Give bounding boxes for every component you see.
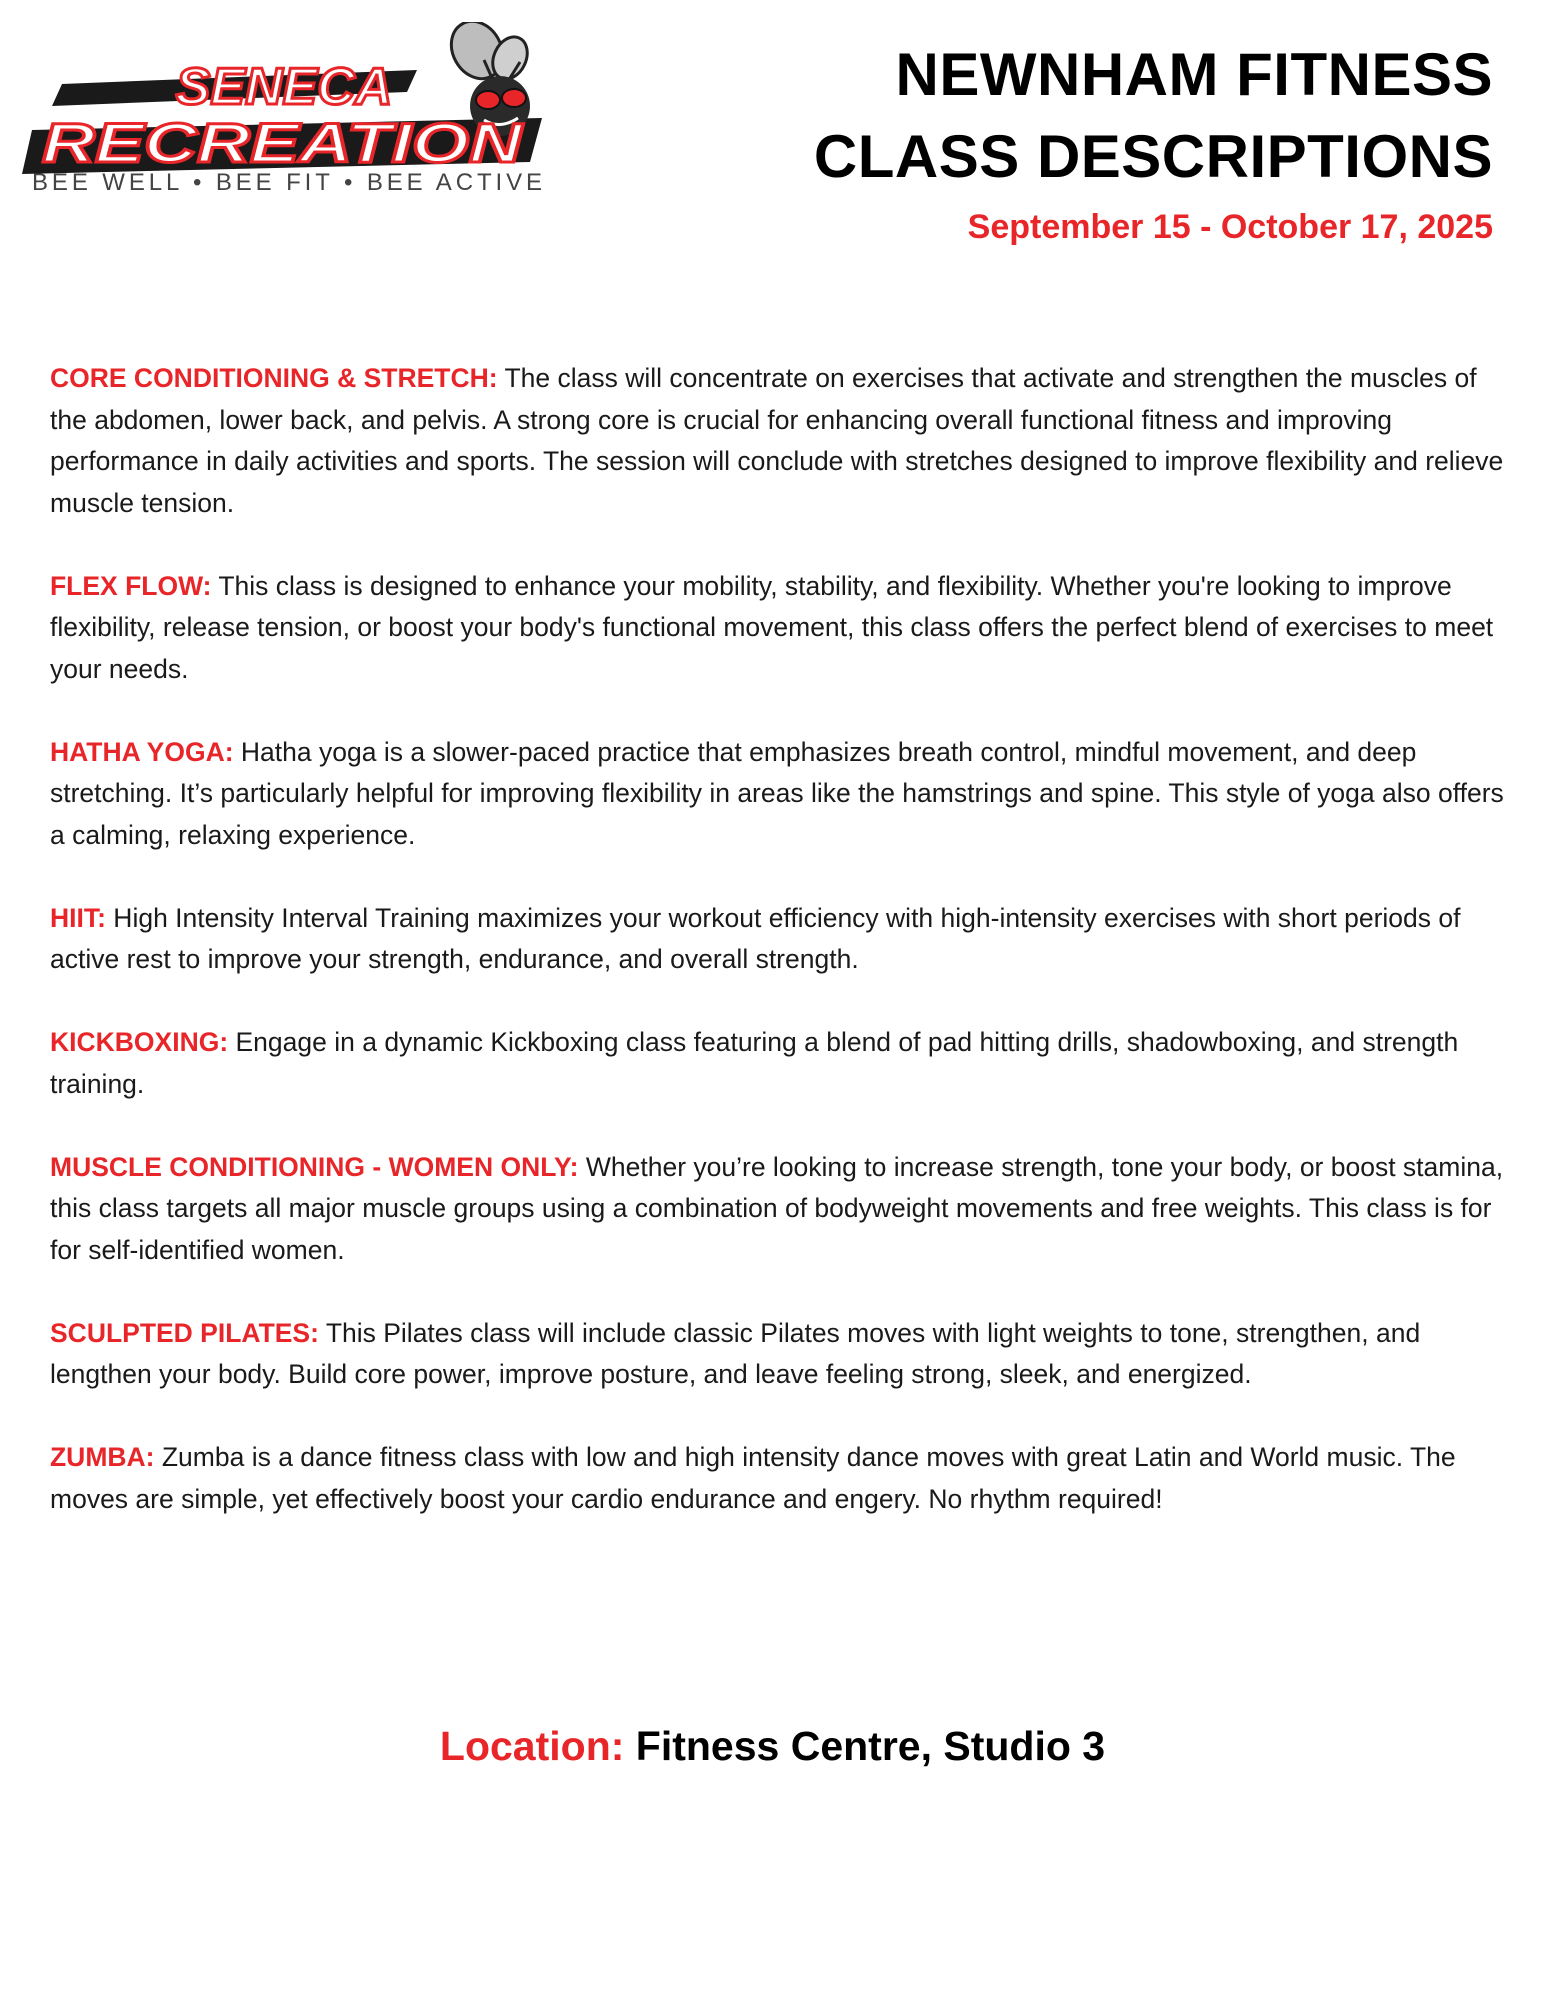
- class-item-kickboxing: [50, 1022, 1510, 1105]
- class-name: HATHA YOGA:: [50, 736, 234, 767]
- class-descriptions-list: [50, 358, 1510, 1562]
- class-name: MUSCLE CONDITIONING - WOMEN ONLY:: [50, 1151, 579, 1182]
- class-name: KICKBOXING:: [50, 1027, 229, 1057]
- class-item-muscle-conditioning: [50, 1147, 1510, 1272]
- class-name: HIIT:: [50, 902, 106, 933]
- class-description: The class will concentrate on exercises that activate and strengthen the muscles of the abdomen, lower back, and pelvis. A strong core is crucial for enhancing overall functional fitness and improving performance in daily activities and sports. The session will conclude with stretches designed to improve flexibility and relieve muscle tension.: [50, 363, 1504, 518]
- class-description: Whether you’re looking to increase strength, tone your body, or boost stamina, this class targets all major muscle groups using a combination of bodyweight movements and free weights. This class is for for self-identified women.: [50, 1151, 1504, 1265]
- class-item-core-conditioning: [50, 358, 1510, 524]
- class-description: Zumba is a dance fitness class with low and high intensity dance moves with great Latin and World music. The moves are simple, yet effectively boost your cardio endurance and engery. No rhythm required!: [50, 1442, 1456, 1514]
- class-description: Hatha yoga is a slower-paced practice that emphasizes breath control, mindful movement, and deep stretching. It’s particularly helpful for improving flexibility in areas like the hamstrings and spine. This style of yoga also offers a calming, relaxing experience.: [50, 736, 1504, 850]
- class-name: SCULPTED PILATES:: [50, 1317, 319, 1348]
- class-item-hatha-yoga: [50, 732, 1510, 857]
- date-range: September 15 - October 17, 2025: [967, 208, 1493, 246]
- page-header: [814, 34, 1493, 252]
- class-item-sculpted-pilates: [50, 1313, 1510, 1396]
- location-label: Location:: [439, 1723, 625, 1769]
- class-description: This class is designed to enhance your mobility, stability, and flexibility. Whether you're looking to improve flexibility, release tension, or boost your body's functional movement, this class offers the perfect blend of exercises to meet your needs.: [50, 570, 1494, 684]
- class-description: This Pilates class will include classic Pilates moves with light weights to tone, strengthen, and lengthen your body. Build core power, improve posture, and leave feeling strong, sleek, and energized.: [50, 1317, 1421, 1389]
- page-title-line2: CLASS DESCRIPTIONS: [813, 123, 1493, 190]
- class-name: ZUMBA:: [50, 1442, 155, 1472]
- location-value: Fitness Centre, Studio 3: [624, 1723, 1106, 1769]
- page-title-line1: NEWNHAM FITNESS: [895, 41, 1493, 108]
- class-name: CORE CONDITIONING & STRETCH:: [50, 363, 498, 393]
- bee-mascot-logo-graphic: [22, 22, 557, 197]
- class-item-flex-flow: [50, 566, 1510, 691]
- seneca-recreation-logo: [22, 22, 557, 197]
- class-description: Engage in a dynamic Kickboxing class featuring a blend of pad hitting drills, shadowboxing, and strength training.: [50, 1027, 1459, 1099]
- logo-line2: RECREATION: [42, 111, 525, 174]
- class-description: High Intensity Interval Training maximizes your workout efficiency with high-intensity exercises with short periods of active rest to improve your strength, endurance, and overall strength.: [50, 902, 1461, 974]
- class-item-hiit: [50, 898, 1510, 981]
- logo-line1: SENECA: [175, 58, 393, 116]
- location-line: [0, 1718, 1545, 1774]
- logo-tagline: BEE WELL • BEE FIT • BEE ACTIVE: [32, 169, 542, 196]
- class-name: FLEX FLOW:: [50, 570, 212, 601]
- class-item-zumba: [50, 1437, 1510, 1520]
